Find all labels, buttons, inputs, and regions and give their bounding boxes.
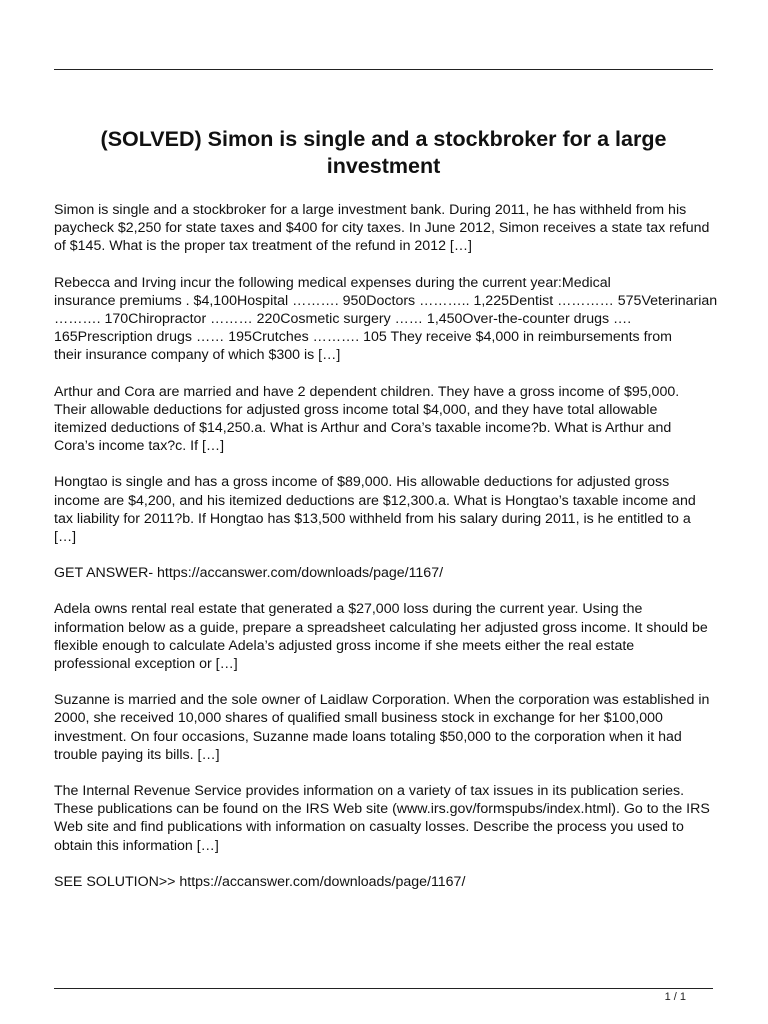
paragraph-arthur-cora: Arthur and Cora are married and have 2 dependent children. They have a gross income of $95,000. Their allowable deductions for adjusted gross income total $4,000, and they have total allowable itemized deductions of $14,250.a. What is Arthur and Cora’s taxable income?b. What is Arthur and Cora’s income tax?c. If […] [54, 383, 680, 455]
get-answer-link[interactable]: GET ANSWER- https://accanswer.com/downloads/page/1167/ [54, 565, 444, 582]
paragraph-rebecca-line: ………. 170Chiropractor ……… 220Cosmetic surgery …… 1,450Over-the-counter drugs …. [54, 311, 632, 328]
paragraph-suzanne: Suzanne is married and the sole owner of Laidlaw Corporation. When the corporation was established in 2000, she received 10,000 shares of qualified small business stock in exchange for her $100,000 investment. On four occasions, Suzanne made loans totaling $50,000 to the corporation when it had trouble paying its bills. […] [54, 692, 710, 763]
paragraph-rebecca-line: insurance premiums . $4,100Hospital ………. 950Doctors ……….. 1,225Dentist ………… 575Veterinarian [54, 292, 718, 309]
document-title: (SOLVED) Simon is single and a stockbroker for a large investment [100, 127, 667, 178]
paragraph-rebecca-line: 165Prescription drugs …… 195Crutches ………. 105 They receive $4,000 in reimbursements from [54, 329, 672, 346]
paragraph-rebecca [54, 274, 768, 365]
paragraph-irs: The Internal Revenue Service provides information on a variety of tax issues in its publication series. These publications can be found on the IRS Web site (www.irs.gov/formspubs/index.html). Go to the IRS Web site and find publications with information on casualty losses. Describe the process you used to obtain this information […] [54, 783, 710, 854]
bottom-divider [54, 988, 713, 989]
document-body [54, 201, 768, 909]
page-number: 1 / 1 [664, 991, 686, 1003]
paragraph-adela: Adela owns rental real estate that generated a $27,000 loss during the current year. Using the information below as a guide, prepare a spreadsheet calculating her adjusted gross income. It should be flexible enough to calculate Adela’s adjusted gross income if she meets either the real estate professional exception or […] [54, 601, 708, 673]
top-divider [54, 69, 713, 70]
paragraph-rebecca-line: Rebecca and Irving incur the following medical expenses during the current year:Medical [54, 274, 611, 291]
paragraph-rebecca-line: their insurance company of which $300 is […] [54, 347, 341, 364]
see-solution-link[interactable]: SEE SOLUTION>> https://accanswer.com/downloads/page/1167/ [54, 873, 466, 890]
paragraph-hongtao: Hongtao is single and has a gross income of $89,000. His allowable deductions for adjusted gross income are $4,200, and his itemized deductions are $12,300.a. What is Hongtao’s taxable income and tax liability for 2011?b. If Hongtao has $13,500 withheld from his salary during 2011, is he entitled to a […] [54, 474, 696, 546]
paragraph-simon: Simon is single and a stockbroker for a large investment bank. During 2011, he has withheld from his paycheck $2,250 for state taxes and $400 for city taxes. In June 2012, Simon receives a state tax refund of $145. What is the proper tax treatment of the refund in 2012 […] [54, 202, 710, 255]
